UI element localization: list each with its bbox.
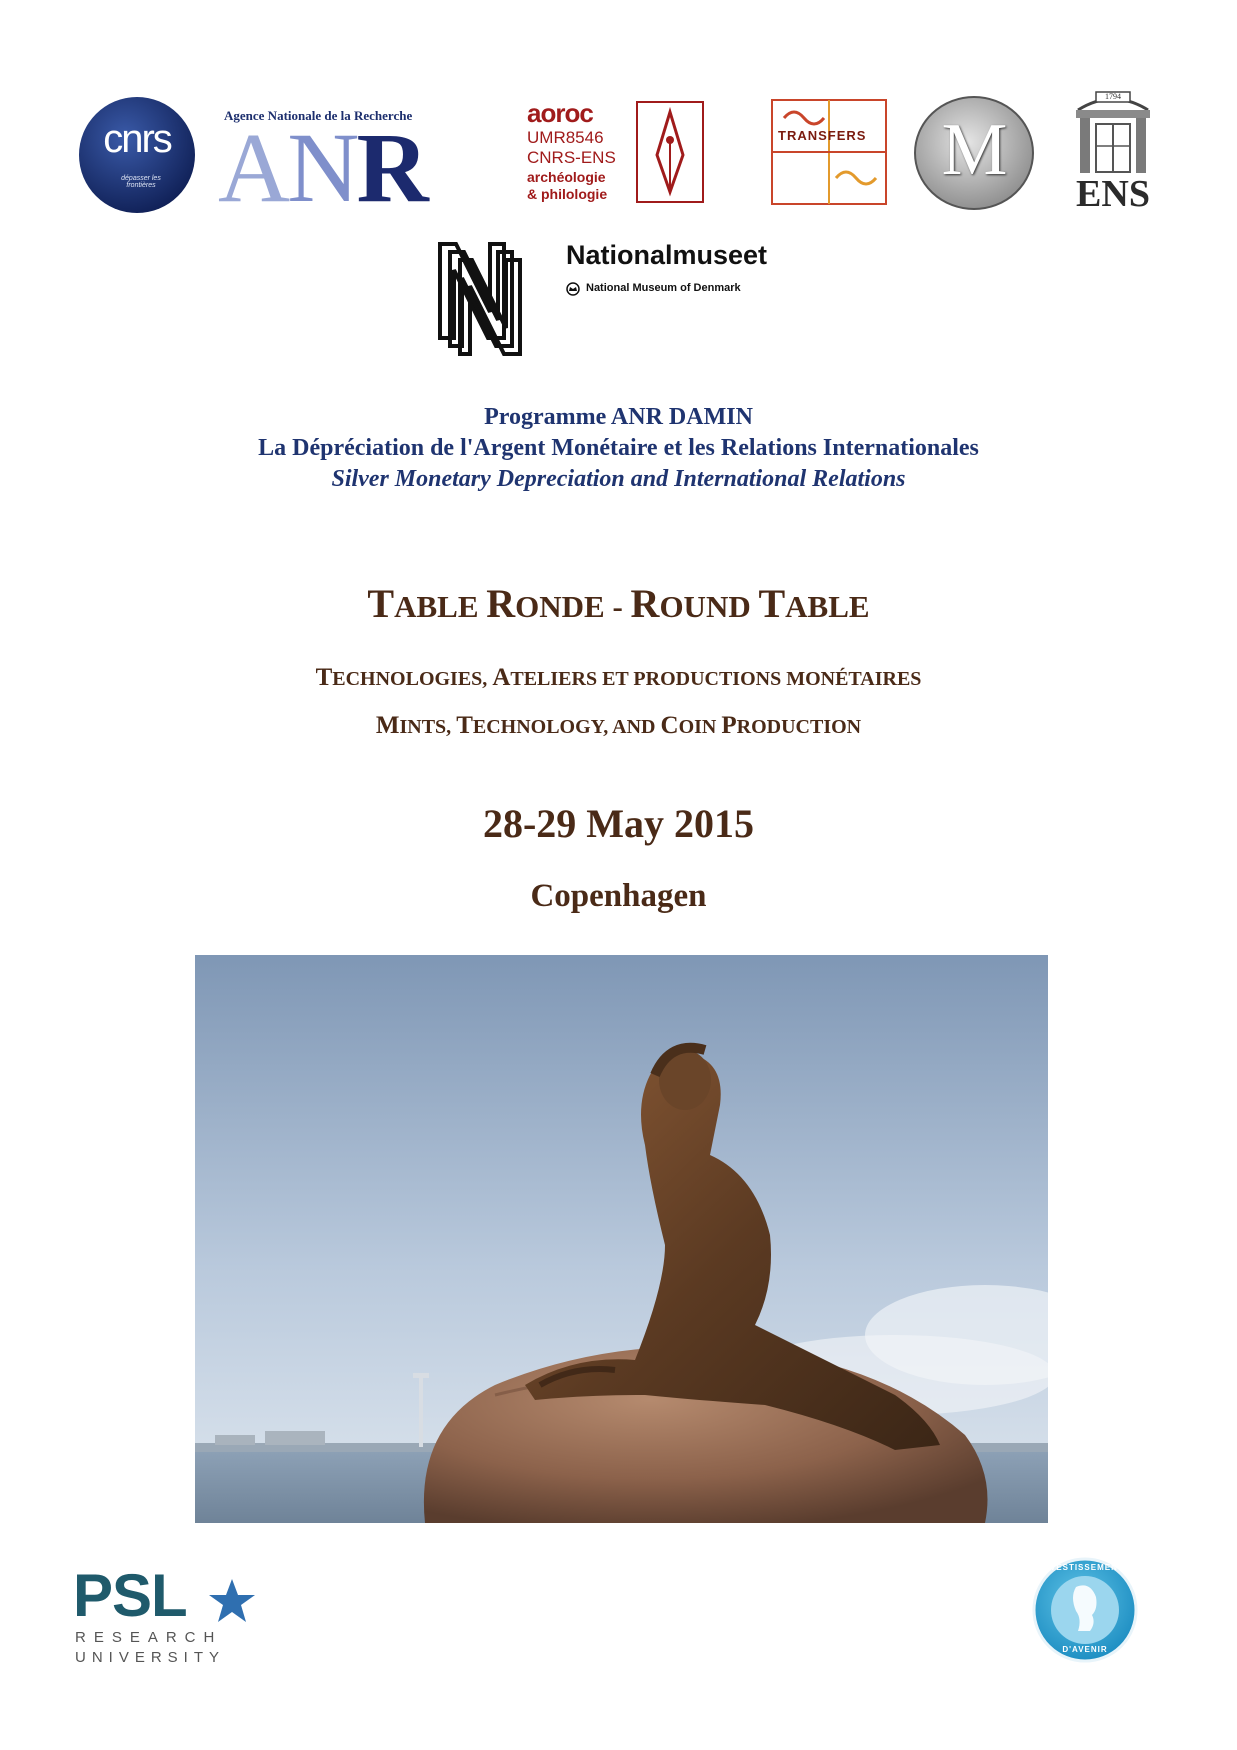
aoroc-affiliation: CNRS-ENS <box>527 148 616 167</box>
pen-nib-icon <box>635 100 705 204</box>
anr-letter-r: R <box>356 112 426 223</box>
psl-logo <box>73 1562 258 1672</box>
aoroc-unit: UMR8546 <box>527 128 604 147</box>
programme-title: Programme ANR DAMIN <box>484 404 753 430</box>
title-part-1: TABLE <box>367 581 487 626</box>
event-title <box>0 580 1237 627</box>
nationalmuseet-sub: National Museum of Denmark <box>586 282 741 294</box>
m-logo <box>914 96 1035 210</box>
crown-icon <box>566 282 580 301</box>
transfers-graphic <box>770 98 888 206</box>
subtitle-en-part-3: COIN <box>660 712 722 739</box>
anr-logo <box>218 102 500 223</box>
psl-line1: RESEARCH <box>75 1629 223 1646</box>
nationalmuseet-name: Nationalmuseet <box>566 240 768 270</box>
programme-english: Silver Monetary Depreciation and International Relations <box>331 466 906 492</box>
psl-name: PSL <box>73 1562 187 1629</box>
psl-line2: UNIVERSITY <box>75 1649 226 1666</box>
event-subtitle-fr <box>0 664 1237 692</box>
subtitle-fr-part-2: ATELIERS ET PRODUCTIONS MONÉTAIRES <box>492 664 922 691</box>
cnrs-logo <box>76 95 198 215</box>
event-date: 28-29 May 2015 <box>482 801 755 846</box>
title-part-4: TABLE <box>758 581 870 626</box>
star-icon <box>207 1577 257 1625</box>
title-part-3: ROUND <box>630 581 759 626</box>
ens-year: 1794 <box>1105 92 1121 101</box>
transfers-logo <box>770 98 888 206</box>
subtitle-en-part-4: PRODUCTION <box>721 712 862 739</box>
transfers-text: TRANSFERS <box>778 128 867 143</box>
subtitle-en-part-2: TECHNOLOGY, AND <box>456 712 661 739</box>
anr-letter-a: A <box>218 112 288 223</box>
aoroc-name: aoroc <box>527 98 593 128</box>
ens-building-icon <box>1058 88 1168 178</box>
anr-agency: Agence Nationale de la Recherche <box>224 108 413 123</box>
investissements-line1: INVESTISSEMENTS <box>1039 1563 1131 1572</box>
ens-logo <box>1058 88 1168 213</box>
subtitle-en-part-1: MINTS, <box>375 712 457 739</box>
aoroc-line1: archéologie <box>527 169 606 185</box>
event-subtitle-en <box>0 712 1237 740</box>
programme-french: La Dépréciation de l'Argent Monétaire et les Relations Internationales <box>258 435 979 461</box>
mermaid-photo <box>195 955 1048 1523</box>
cnrs-name: cnrs <box>103 117 171 161</box>
aoroc-logo <box>527 98 705 206</box>
nationalmuseet-n-mark <box>438 242 548 360</box>
aoroc-line2: & philologie <box>527 186 608 202</box>
investissements-line2: D'AVENIR <box>1062 1645 1108 1654</box>
anr-letter-n: N <box>287 112 357 223</box>
title-part-2: RONDE - <box>486 581 631 626</box>
cnrs-tagline: dépasser les frontières <box>121 175 161 189</box>
investissements-logo <box>1032 1557 1138 1663</box>
subtitle-fr-part-1: TECHNOLOGIES, <box>315 664 493 691</box>
ens-name: ENS <box>1076 173 1150 215</box>
event-location: Copenhagen <box>530 878 707 914</box>
m-letter: M <box>941 109 1008 191</box>
